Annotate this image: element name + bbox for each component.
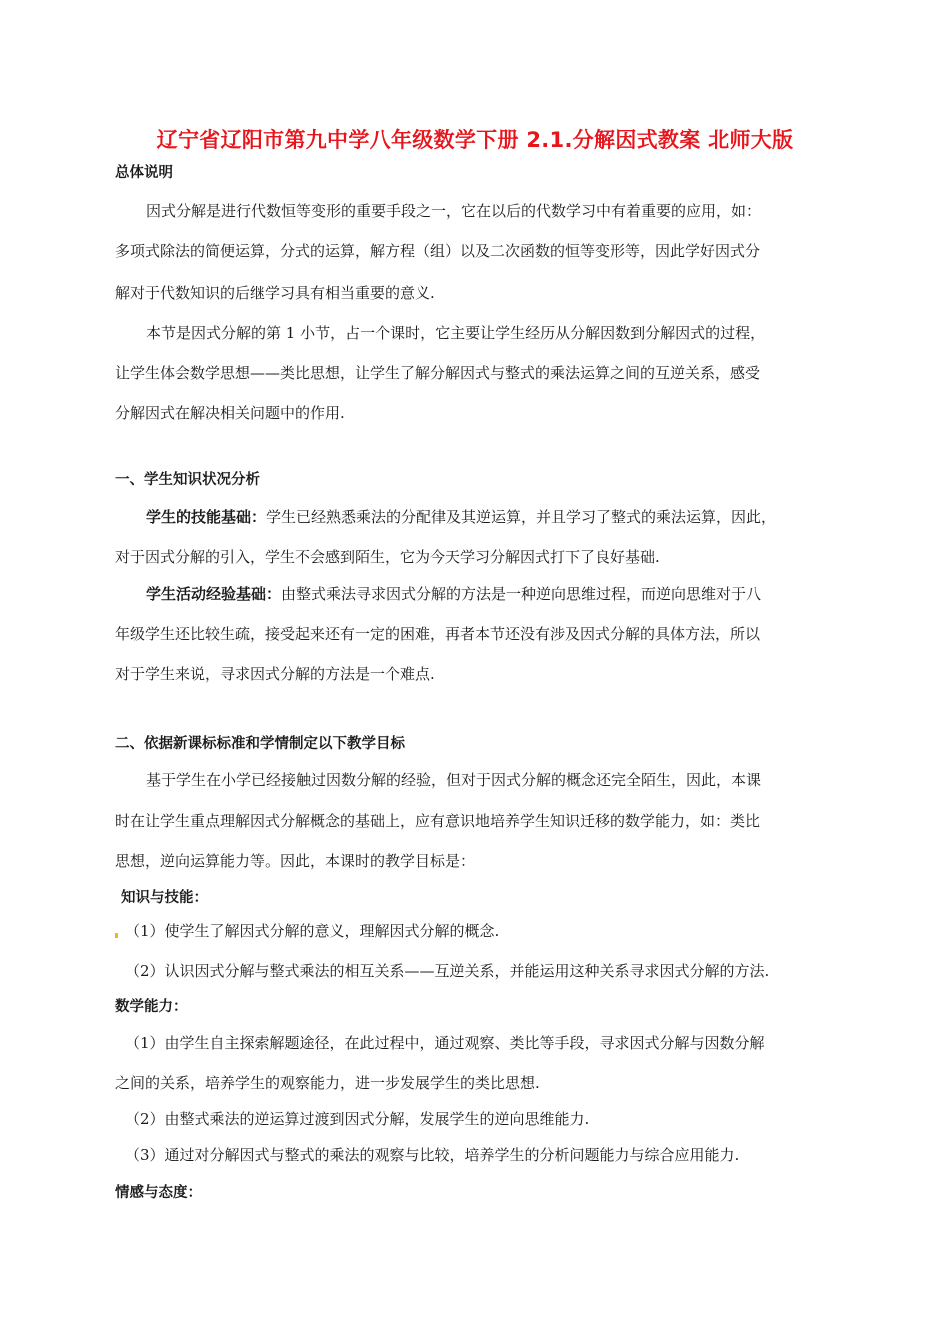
skill-text: 学生已经熟悉乘法的分配律及其逆运算，并且学习了整式的乘法运算，因此，: [266, 508, 777, 526]
attitude-heading: 情感与态度：: [115, 1185, 202, 1201]
knowledge-item-2: （2）认识因式分解与整式乘法的相互关系——互逆关系，并能运用这种关系寻求因式分解的方法.: [125, 962, 770, 980]
experience-label: 学生活动经验基础：: [146, 585, 282, 603]
ability-item-2: （2）由整式乘法的逆运算过渡到因式分解，发展学生的逆向思维能力.: [125, 1110, 590, 1128]
section1-skill-line-1: [146, 507, 846, 527]
knowledge-heading: 知识与技能：: [121, 890, 208, 906]
experience-text: 由整式乘法寻求因式分解的方法是一种逆向思维过程，而逆向思维对于八: [281, 585, 762, 603]
overview-p1-line-3: 解对于代数知识的后继学习具有相当重要的意义.: [115, 284, 435, 302]
section1-experience-line-1: [146, 584, 846, 604]
section2-intro-line-2: 时在让学生重点理解因式分解概念的基础上，应有意识地培养学生知识迁移的数学能力，如：类比: [115, 812, 761, 830]
overview-p1-line-1: 因式分解是进行代数恒等变形的重要手段之一，它在以后的代数学习中有着重要的应用，如：: [146, 202, 762, 220]
overview-p2-line-3: 分解因式在解决相关问题中的作用.: [115, 404, 345, 422]
ability-item-1: （1）由学生自主探索解题途径，在此过程中，通过观察、类比等手段，寻求因式分解与因数分解: [125, 1034, 765, 1052]
overview-p1-line-2: 多项式除法的简便运算，分式的运算，解方程（组）以及二次函数的恒等变形等，因此学好因式分: [115, 242, 761, 260]
section1-experience-line-2: 年级学生还比较生疏，接受起来还有一定的困难，再者本节还没有涉及因式分解的具体方法，所以: [115, 625, 761, 643]
overview-p2-line-2: 让学生体会数学思想——类比思想，让学生了解分解因式与整式的乘法运算之间的互逆关系，感受: [115, 364, 761, 382]
ability-heading: 数学能力：: [115, 999, 188, 1015]
knowledge-item-1: （1）使学生了解因式分解的意义，理解因式分解的概念.: [125, 922, 500, 940]
document-title: 辽宁省辽阳市第九中学八年级数学下册 2.1.分解因式教案 北师大版: [156, 128, 794, 152]
skill-label: 学生的技能基础：: [146, 508, 267, 526]
section1-skill-line-2: 对于因式分解的引入，学生不会感到陌生，它为今天学习分解因式打下了良好基础.: [115, 548, 660, 566]
section1-experience-line-3: 对于学生来说，寻求因式分解的方法是一个难点.: [115, 665, 435, 683]
overview-heading: 总体说明: [115, 165, 173, 181]
section1-heading: 一、学生知识状况分析: [115, 472, 260, 488]
section2-intro-line-1: 基于学生在小学已经接触过因数分解的经验，但对于因式分解的概念还完全陌生，因此，本课: [146, 771, 762, 789]
marker-dot: [115, 933, 118, 938]
ability-item-3: （3）通过对分解因式与整式的乘法的观察与比较，培养学生的分析问题能力与综合应用能力.: [125, 1146, 740, 1164]
ability-item-1-cont: 之间的关系，培养学生的观察能力，进一步发展学生的类比思想.: [115, 1074, 540, 1092]
section2-heading: 二、依据新课标标准和学情制定以下教学目标: [115, 736, 405, 752]
overview-p2-line-1: 本节是因式分解的第 1 小节，占一个课时，它主要让学生经历从分解因数到分解因式的过程，: [146, 324, 766, 342]
section2-intro-line-3: 思想，逆向运算能力等。因此，本课时的教学目标是：: [115, 852, 476, 870]
